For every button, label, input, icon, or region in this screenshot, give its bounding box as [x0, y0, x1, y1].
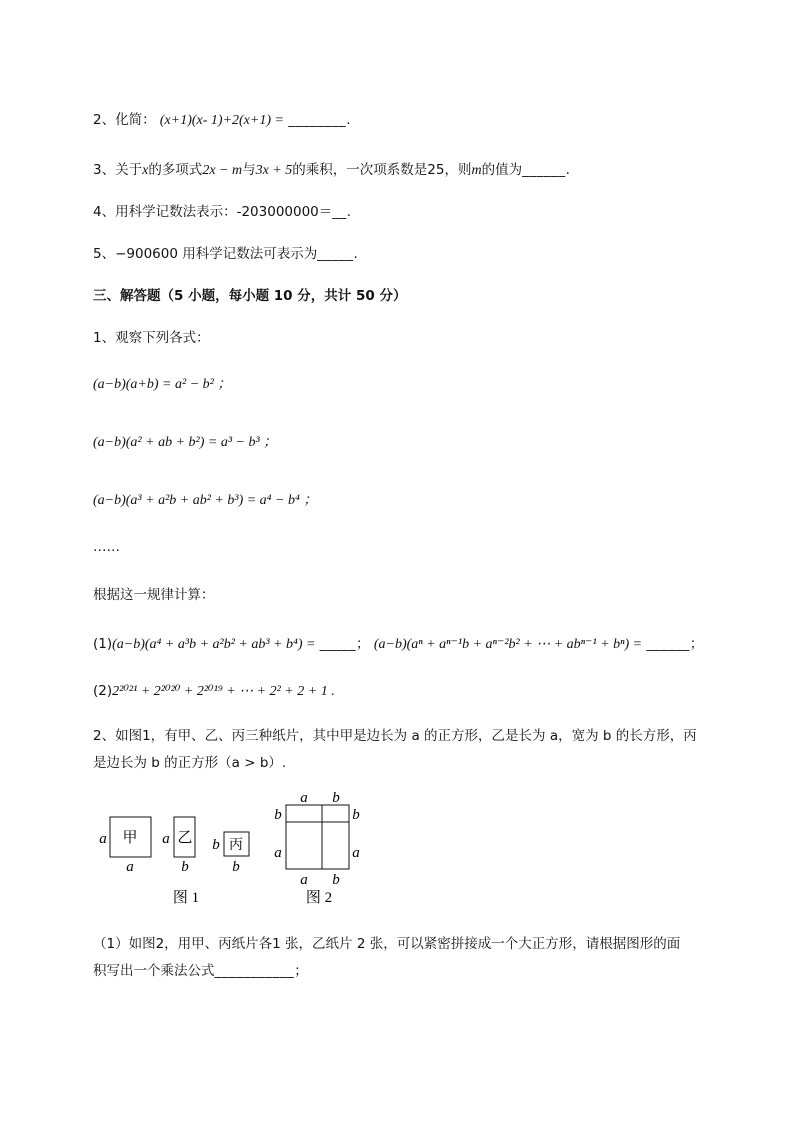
- figure-paper-pieces: [90, 786, 380, 911]
- label-bing: 丙: [229, 838, 243, 853]
- question-number: 4、: [93, 204, 116, 220]
- figure-1: [99, 817, 249, 906]
- question-text: −900600 用科学记数法可表示为: [115, 246, 318, 262]
- label-a-side: a: [99, 831, 107, 847]
- big-square: [286, 805, 349, 869]
- math-expression: 2²⁰²¹ + 2²⁰²⁰ + 2²⁰¹⁹ + ⋯ + 2² + 2 + 1 .: [112, 684, 335, 699]
- label-a-side: a: [162, 831, 170, 847]
- period: .: [565, 162, 570, 178]
- formula-3: (a−b)(a³ + a²b + ab² + b³) = a⁴ − b⁴ ；: [93, 493, 318, 508]
- q1-intro: 1、观察下列各式：: [93, 330, 210, 346]
- period: .: [353, 246, 358, 262]
- q1-part1: [93, 632, 703, 653]
- label-jia: 甲: [122, 830, 138, 846]
- section-heading: 三、解答题（5 小题，每小题 10 分，共计 50 分）: [93, 288, 407, 304]
- question-text: 用科学记数法表示：-203000000＝: [115, 204, 333, 220]
- answer-blank[interactable]: ______: [522, 162, 566, 178]
- figure-2: [274, 790, 360, 906]
- math-expression: (x+1)(x- 1)+2(x+1) =: [159, 113, 284, 128]
- period: .: [346, 112, 351, 128]
- label-a-right: a: [352, 845, 360, 861]
- formula-1: (a−b)(a+b) = a² − b² ；: [93, 377, 232, 392]
- label-a-bottom: a: [126, 859, 134, 875]
- variable-m: m: [471, 163, 482, 178]
- question-text: 的乘积，一次项系数是25，则: [292, 162, 472, 178]
- answer-blank[interactable]: __: [332, 204, 347, 220]
- question-5-scientific-notation: [93, 242, 358, 262]
- label-b-bottom: b: [332, 872, 340, 888]
- question-number: 5、: [93, 246, 116, 262]
- answer-blank[interactable]: ______: [646, 636, 690, 652]
- label-b-side: b: [212, 837, 220, 853]
- question-text: 的多项式: [148, 162, 203, 178]
- q2-part1-line-2: [93, 959, 308, 979]
- math-expression: 3x + 5: [255, 163, 293, 178]
- label-yi: 乙: [177, 830, 193, 846]
- label-a-bottom: a: [300, 872, 308, 888]
- question-text: 与: [242, 162, 256, 178]
- period: .: [346, 204, 352, 220]
- separator: ；: [294, 963, 308, 979]
- part-label: (1): [93, 636, 113, 652]
- label-b-right: b: [352, 807, 360, 823]
- answer-blank[interactable]: ________: [288, 112, 347, 128]
- q2-line-2: 是边长为 b 的正方形（a > b）.: [93, 755, 287, 771]
- ellipsis: ……: [93, 539, 120, 555]
- rule-prompt: 根据这一规律计算：: [93, 587, 215, 603]
- separator: ；: [356, 636, 370, 652]
- label-a-left: a: [274, 845, 282, 861]
- formula-2: (a−b)(a² + ab + b²) = a³ − b³ ；: [93, 435, 278, 450]
- question-3-polynomial: [93, 158, 570, 179]
- label-b-left: b: [274, 807, 282, 823]
- math-expression: 2x − m: [202, 163, 243, 178]
- label-b-bottom: b: [232, 859, 240, 875]
- math-expression: (a−b)(a⁴ + a³b + a²b² + ab³ + b⁴) =: [112, 637, 316, 652]
- question-text: 关于: [115, 162, 143, 178]
- question-4-scientific-notation: [93, 200, 351, 220]
- q2-line-1: 2、如图1，有甲、乙、丙三种纸片，其中甲是边长为 a 的正方形，乙是长为 a，宽为 b 的长方形，丙: [93, 728, 697, 744]
- question-text: 的值为: [481, 162, 523, 178]
- question-text: 积写出一个乘法公式: [93, 963, 215, 979]
- caption-fig-2: 图 2: [305, 890, 333, 906]
- question-number: 2、: [93, 112, 116, 128]
- label-a-top: a: [300, 790, 308, 806]
- caption-fig-1: 图 1: [172, 890, 200, 906]
- math-expression: (a−b)(aⁿ + aⁿ⁻¹b + aⁿ⁻²b² + ⋯ + abⁿ⁻¹ + bⁿ) =: [373, 637, 643, 652]
- question-number: 3、: [93, 162, 116, 178]
- label-b-top: b: [332, 790, 340, 806]
- answer-blank[interactable]: _____: [317, 246, 354, 262]
- question-text: 化简：: [115, 112, 156, 128]
- variable-x: x: [142, 163, 149, 178]
- part-label: (2): [93, 683, 113, 699]
- answer-blank[interactable]: _____: [319, 636, 357, 652]
- label-b-bottom: b: [181, 859, 189, 875]
- q1-part2: [93, 683, 335, 700]
- answer-blank[interactable]: ___________: [214, 963, 295, 979]
- separator: ；: [689, 636, 704, 652]
- question-2-simplify: [93, 108, 351, 129]
- q2-part1-line-1: （1）如图2，用甲、丙纸片各1 张，乙纸片 2 张，可以紧密拼接成一个大正方形，请根据图形的面: [93, 936, 681, 952]
